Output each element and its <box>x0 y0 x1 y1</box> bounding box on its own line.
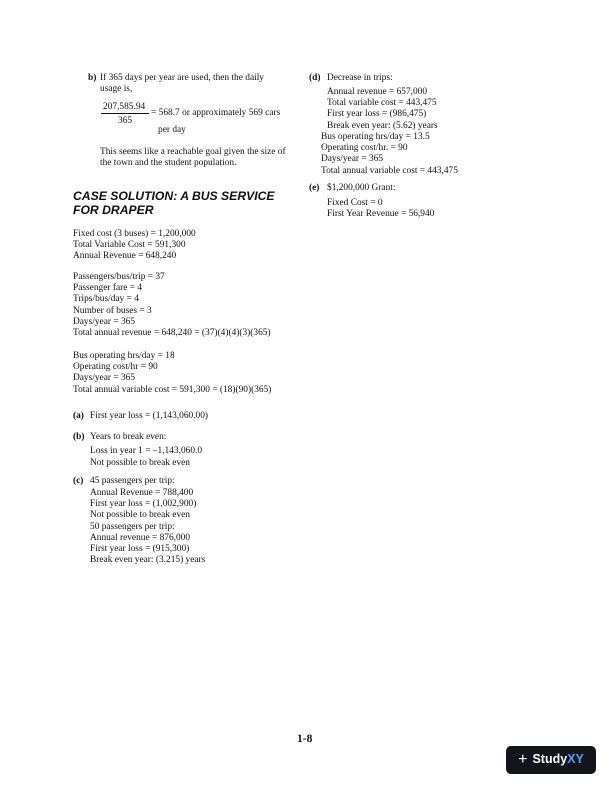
revenue-line: Passengers/bus/trip = 37 <box>73 272 165 282</box>
revenue-line: Passenger fare = 4 <box>73 283 143 294</box>
answer-b-label: (b) <box>73 432 85 442</box>
answer-d-cost-line: Total annual variable cost = 443,475 <box>321 165 458 176</box>
answer-c-text: 45 passengers per trip: <box>90 476 175 486</box>
answer-b-sub: Not possible to break even <box>90 458 190 468</box>
answer-d-line: Total variable cost = 443,475 <box>327 98 437 109</box>
logo-text: StudyXY <box>532 752 584 767</box>
answer-e-details <box>327 198 434 220</box>
answer-c-line: First year loss = (1,002,900) <box>90 499 197 510</box>
answer-c-line: First year loss = (915,300) <box>90 544 190 555</box>
answer-e-text: $1,200,000 Grant: <box>327 183 396 193</box>
answer-d-cost-line: Operating cost/hr. = 90 <box>321 143 408 154</box>
answer-e-label: (e) <box>309 183 320 193</box>
answer-c-line: Annual revenue = 876,000 <box>90 532 191 543</box>
answer-d-cost-details <box>321 132 458 177</box>
revenue-line: Days/year = 365 <box>73 316 136 327</box>
cost-input-line: Bus operating hrs/day = 18 <box>73 351 175 361</box>
revenue-line: Total annual revenue = 648,240 = (37)(4)(4)(3)(365) <box>73 328 271 339</box>
part-b-intro-line2: usage is, <box>100 84 133 94</box>
answer-c-line: Break even year: (3.215) years <box>90 555 206 566</box>
answer-e-line: Fixed Cost = 0 <box>327 198 383 208</box>
page-number: 1-8 <box>297 733 313 745</box>
answer-c-label: (c) <box>73 476 84 486</box>
answer-d-line: First year loss = (986,475) <box>327 109 427 120</box>
revenue-line: Trips/bus/day = 4 <box>73 294 139 305</box>
part-b-comment-line2: the town and the student population. <box>100 158 237 168</box>
cost-line: Fixed cost (3 buses) = 1,200,000 <box>73 229 196 239</box>
fraction-denominator: 365 <box>118 116 133 126</box>
studyxy-logo <box>506 746 596 774</box>
answer-d-line: Break even year: (5.62) years <box>327 120 438 131</box>
cost-input-line: Days/year = 365 <box>73 373 136 384</box>
answer-a-text: First year loss = (1,143,060.00) <box>90 411 209 421</box>
cost-input-line: Total annual variable cost = 591,300 = (18)(90)(365) <box>73 384 272 395</box>
fraction-numerator: 207,585.94 <box>103 102 146 112</box>
answer-d-cost-line: Days/year = 365 <box>321 154 384 165</box>
plus-icon: + <box>518 751 528 769</box>
part-b-comment-line1: This seems like a reachable goal given the size of <box>100 147 286 157</box>
fraction-result: = 568.7 or approximately 569 cars <box>151 108 281 118</box>
fraction-rule <box>101 113 149 114</box>
revenue-inputs <box>73 272 271 339</box>
cost-line: Annual Revenue = 648,240 <box>73 251 177 262</box>
answer-c-line: Annual Revenue = 788,400 <box>90 488 194 498</box>
revenue-line: Number of buses = 3 <box>73 305 152 316</box>
case-heading-line2: FOR DRAPER <box>73 203 154 217</box>
answer-d-cost-line: Bus operating hrs/day = 13.5 <box>321 132 430 142</box>
answer-e-line: First Year Revenue = 56,940 <box>327 209 435 220</box>
cost-line: Total Variable Cost = 591,300 <box>73 240 186 251</box>
answer-c-line: 50 passengers per trip: <box>90 521 175 532</box>
cost-input-line: Operating cost/hr = 90 <box>73 362 158 373</box>
case-heading-line1: CASE SOLUTION: A BUS SERVICE <box>73 189 275 203</box>
answer-a-label: (a) <box>73 411 84 421</box>
cost-summary <box>73 229 196 263</box>
answer-b-sub: Loss in year 1 = –1,143,060.0 <box>90 446 203 456</box>
answer-c-line: Not possible to break even <box>90 510 190 521</box>
answer-c-details <box>90 488 205 566</box>
answer-d-line: Annual revenue = 657,000 <box>327 87 428 97</box>
answer-d-text: Decrease in trips: <box>327 73 393 83</box>
answer-d-details <box>327 87 438 132</box>
part-b-label: b) <box>88 73 97 83</box>
part-b-intro-line1: If 365 days per year are used, then the daily <box>100 73 264 83</box>
cost-inputs <box>73 351 271 396</box>
fraction-result-unit: per day <box>158 125 186 135</box>
answer-d-label: (d) <box>309 73 321 83</box>
answer-b-text: Years to break even: <box>90 432 167 442</box>
